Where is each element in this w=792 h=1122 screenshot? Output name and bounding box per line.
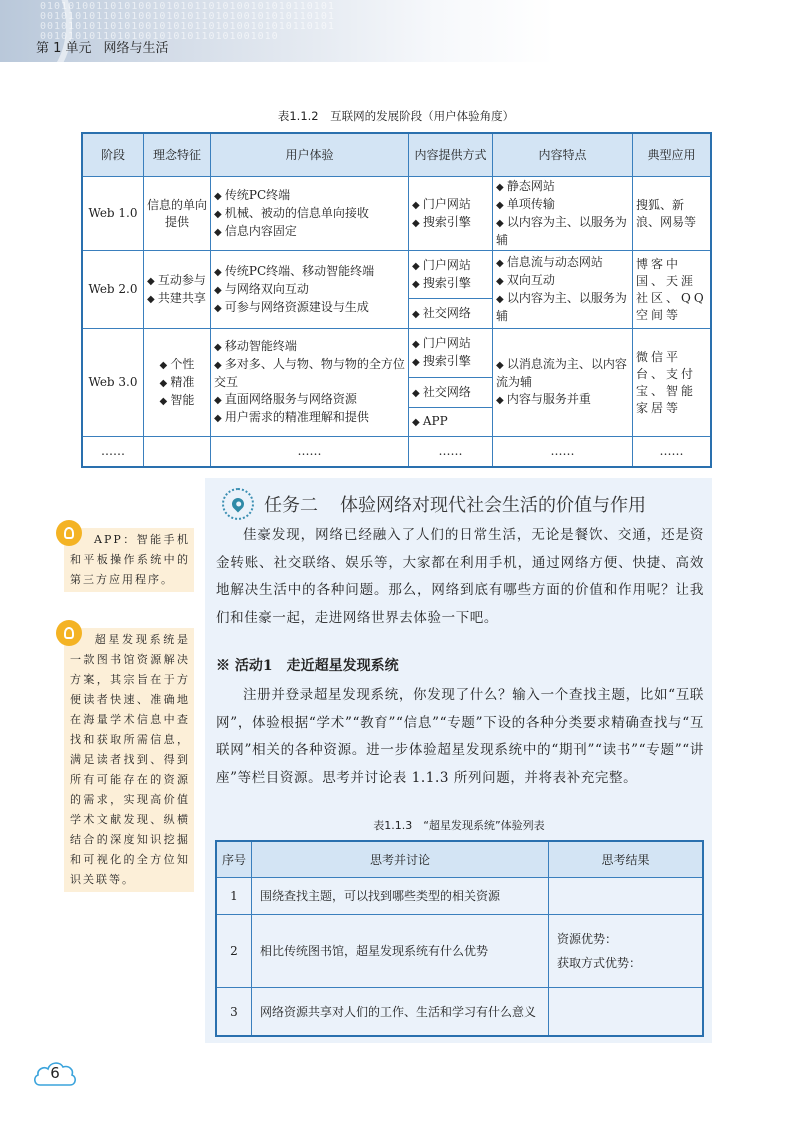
result-cell[interactable] [549, 988, 703, 1036]
header-concept: 理念特征 [144, 134, 211, 177]
apps-cell: 搜狐、新浪、网易等 [633, 177, 711, 251]
provision-item: ◆ 社交网络 [412, 384, 489, 402]
result-prompt: 获取方式优势： [557, 956, 642, 970]
concept-item: ◆ 精准 [160, 374, 195, 392]
ellipsis-cell: …… [409, 437, 493, 467]
unit-label: 第 1 单元 [36, 41, 92, 56]
experience-item: ◆ 机械、被动的信息单向接收 [214, 205, 405, 223]
feature-item: ◆ 静态网站 [496, 178, 629, 196]
chapter-header [36, 37, 181, 56]
ellipsis-cell: …… [493, 437, 633, 467]
unit-title: 网络与生活 [103, 41, 169, 56]
provision-item: ◆ 搜索引擎 [412, 353, 489, 371]
experience-item: ◆ 移动智能终端 [214, 338, 405, 356]
stage-cell: Web 1.0 [83, 177, 144, 251]
ellipsis-cell: …… [633, 437, 711, 467]
table-header-row [217, 842, 703, 878]
provision-cell [409, 378, 493, 408]
feature-item: ◆ 单项传输 [496, 196, 629, 214]
table-row-ellipsis [83, 437, 711, 467]
concept-cell: 信息的单向提供 [144, 177, 211, 251]
experience-item: ◆ 传统PC终端、移动智能终端 [214, 263, 405, 281]
provision-cell [409, 299, 493, 329]
header-apps: 典型应用 [633, 134, 711, 177]
experience-item: ◆ 信息内容固定 [214, 223, 405, 241]
table-row [217, 988, 703, 1036]
table-row [217, 915, 703, 988]
row-number: 3 [217, 988, 252, 1036]
provision-item: ◆ 门户网站 [412, 335, 489, 353]
row-number: 1 [217, 878, 252, 915]
concept-item: ◆ 个性 [160, 356, 195, 374]
feature-item: ◆ 信息流与动态网站 [496, 254, 629, 272]
experience-cell [211, 251, 409, 329]
page-number-badge [32, 1057, 78, 1089]
row-number: 2 [217, 915, 252, 988]
header-no: 序号 [217, 842, 252, 878]
question-cell: 网络资源共享对人们的工作、生活和学习有什么意义 [252, 988, 549, 1036]
activity-paragraph: 注册并登录超星发现系统，你发现了什么？输入一个查找主题，比如“互联网”，体验根据“学术”“教育”“信息”“专题”下设的各种分类要求精确查找与“互联网”相关的各种资源。进一步体验超星发现系统中的“期刊”“读书”“专题”“讲座”等栏目资源。思考并讨论表 1.1.3 所列问题，并将表补充完整。 [216, 687, 704, 786]
concept-item: ◆ 智能 [160, 392, 195, 410]
experience-item: ◆ 与网络双向互动 [214, 281, 405, 299]
tip-box-app [64, 528, 194, 592]
stage-cell: Web 3.0 [83, 329, 144, 437]
provision-item: ◆ 门户网站 [412, 196, 489, 214]
feature-item: ◆ 以内容为主、以服务为辅 [496, 290, 629, 325]
activity-title: 走近超星发现系统 [286, 658, 399, 674]
question-cell: 相比传统图书馆，超星发现系统有什么优势 [252, 915, 549, 988]
stage-cell: Web 2.0 [83, 251, 144, 329]
header-experience: 用户体验 [211, 134, 409, 177]
experience-cell [211, 329, 409, 437]
table2-caption: 表1.1.3 “超星发现系统”体验列表 [373, 819, 545, 832]
task-intro-paragraph: 佳豪发现，网络已经融入了人们的日常生活，无论是餐饮、交通，还是资金转账、社交联络、娱乐等，大家都在利用手机，通过网络方便、快捷、高效地解决生活中的各种问题。那么，网络到底有哪些方面的价值和作用呢？让我们和佳豪一起，走进网络世界去体验一下吧。 [216, 527, 704, 626]
chapter-header-band [0, 0, 792, 62]
provision-item: ◆ 门户网站 [412, 257, 489, 275]
experience-item: ◆ 传统PC终端 [214, 187, 405, 205]
experience-item: ◆ 直面网络服务与网络资源 [214, 391, 405, 409]
table-row-web2 [83, 251, 711, 299]
header-features: 内容特点 [493, 134, 633, 177]
apps-cell: 博客中国、天涯社区、QQ 空间等 [633, 251, 711, 329]
ellipsis-cell: …… [83, 437, 144, 467]
features-cell [493, 251, 633, 329]
feature-item: ◆ 内容与服务并重 [496, 391, 629, 409]
experience-item: ◆ 用户需求的精准理解和提供 [214, 409, 405, 427]
features-cell [493, 177, 633, 251]
ellipsis-cell: …… [211, 437, 409, 467]
result-prompt: 资源优势： [557, 932, 618, 946]
experience-item: ◆ 可参与网络资源建设与生成 [214, 299, 405, 317]
provision-item: ◆ 社交网络 [412, 305, 489, 323]
provision-cell [409, 408, 493, 437]
header-question: 思考并讨论 [252, 842, 549, 878]
provision-cell [409, 177, 493, 251]
concept-cell [144, 251, 211, 329]
question-cell: 围绕查找主题，可以找到哪些类型的相关资源 [252, 878, 549, 915]
lightbulb-icon [56, 520, 82, 546]
provision-cell [409, 329, 493, 378]
task-label: 任务二 [264, 495, 318, 516]
chaoxing-experience-table [216, 841, 703, 1036]
location-pin-icon [222, 488, 254, 520]
provision-item: ◆ APP [412, 413, 489, 431]
result-cell[interactable] [549, 915, 703, 988]
table-row [217, 878, 703, 915]
experience-item: ◆ 多对多、人与物、物与物的全方位交互 [214, 356, 405, 391]
concept-item: ◆ 互动参与 [147, 272, 207, 290]
table1-caption: 表1.1.2 互联网的发展阶段（用户体验角度） [277, 109, 515, 123]
features-cell [493, 329, 633, 437]
provision-item: ◆ 搜索引擎 [412, 214, 489, 232]
activity-label: ※ 活动1 [216, 658, 273, 674]
provision-item: ◆ 搜索引擎 [412, 275, 489, 293]
apps-cell: 微信平台、支付宝、智能家居等 [633, 329, 711, 437]
table-header-row [83, 134, 711, 177]
activity-heading [216, 655, 413, 675]
tip-box-chaoxing [64, 628, 194, 892]
header-result: 思考结果 [549, 842, 703, 878]
provision-cell [409, 251, 493, 299]
task-title: 体验网络对现代社会生活的价值与作用 [340, 495, 646, 516]
tip-text: APP：智能手机和平板操作系统中的第三方应用程序。 [70, 533, 190, 586]
feature-item: ◆ 以消息流为主、以内容流为辅 [496, 356, 629, 391]
page-number: 6 [50, 1064, 60, 1082]
feature-item: ◆ 以内容为主、以服务为辅 [496, 214, 629, 249]
empty-cell [144, 437, 211, 467]
result-cell[interactable] [549, 878, 703, 915]
header-provision: 内容提供方式 [409, 134, 493, 177]
header-stage: 阶段 [83, 134, 144, 177]
table-row-web1 [83, 177, 711, 251]
tip-text: 超星发现系统是一款图书馆资源解决方案，其宗旨在于方便读者快速、准确地在海量学术信息中查找和获取所需信息，满足读者找到、得到所有可能存在的资源的需求，实现高价值学术文献发现、纵横结合的深度知识挖掘和可视化的全方位知识关联等。 [70, 633, 190, 886]
binary-pattern-decoration: 0101010011010100101010110101001010101101010010101011010100101010110101001010101101010010101011010100101010110101001010101101010010101011010100101010110101001010 [40, 2, 335, 42]
experience-cell [211, 177, 409, 251]
concept-cell [144, 329, 211, 437]
feature-item: ◆ 双向互动 [496, 272, 629, 290]
lightbulb-icon [56, 620, 82, 646]
table-row-web3 [83, 329, 711, 378]
task-heading [222, 488, 646, 520]
internet-stages-table [82, 133, 711, 467]
concept-item: ◆ 共建共享 [147, 290, 207, 308]
